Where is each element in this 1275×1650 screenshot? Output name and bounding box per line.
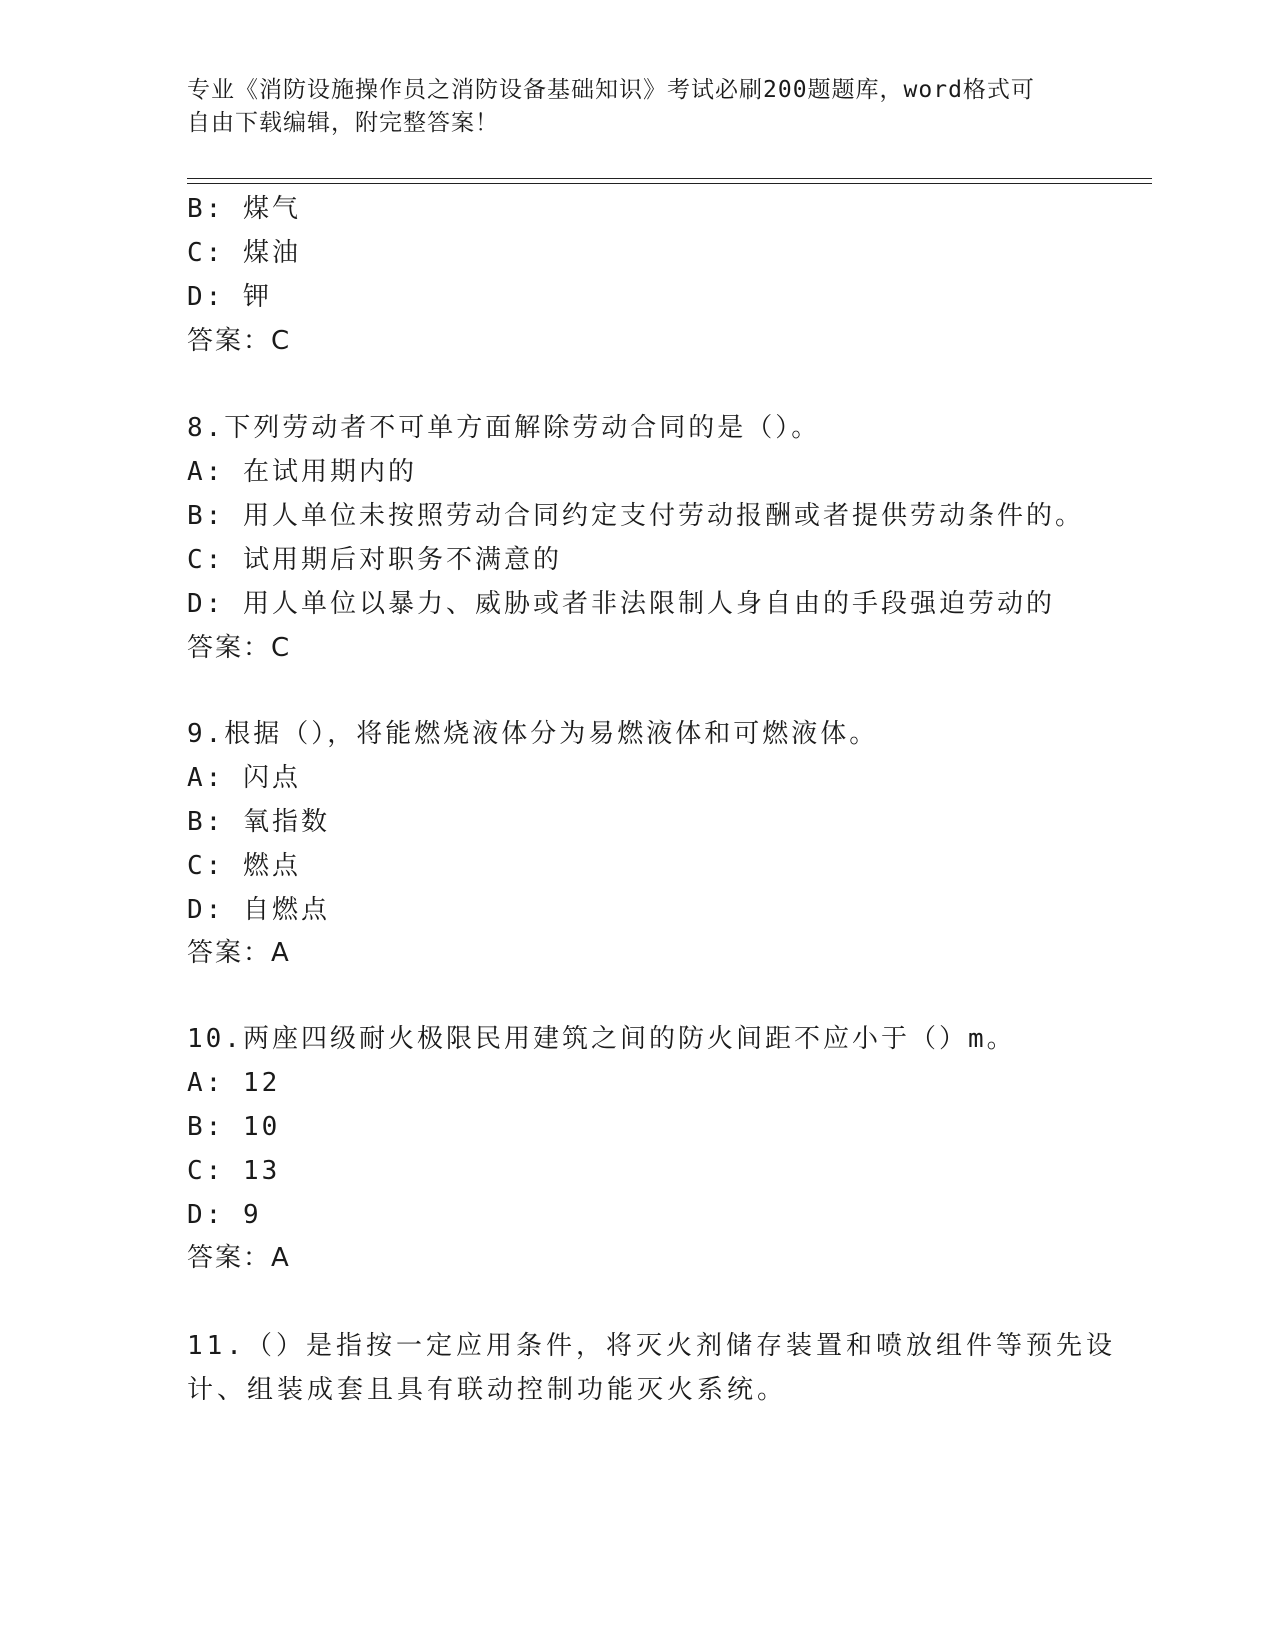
q9-option-a: A: 闪点 [187,763,301,793]
q7-option-c: C: 煤油 [187,238,301,268]
header-divider-bottom [187,183,1152,184]
q7-option-d: D: 钾 [187,282,272,312]
q10-stem: 10.两座四级耐火极限民用建筑之间的防火间距不应小于（）m。 [187,1024,1016,1054]
q10-option-c: C: 13 [187,1156,281,1186]
q8-option-a: A: 在试用期内的 [187,457,417,487]
header-title-line-2: 自由下载编辑，附完整答案！ [187,110,499,136]
header-divider-top [187,178,1152,179]
q8-stem: 8.下列劳动者不可单方面解除劳动合同的是（）。 [187,413,821,443]
q10-option-b: B: 10 [187,1112,281,1142]
q10-answer: 答案：A [187,1243,291,1273]
q10-option-d: D: 9 [187,1200,262,1230]
q8-option-d: D: 用人单位以暴力、威胁或者非法限制人身自由的手段强迫劳动的 [187,589,1055,619]
header-title-line-1: 专业《消防设施操作员之消防设备基础知识》考试必刷200题题库，word格式可 [187,77,1035,103]
q7-answer: 答案：C [187,326,292,356]
q9-stem: 9.根据（），将能燃烧液体分为易燃液体和可燃液体。 [187,719,879,749]
q9-option-d: D: 自燃点 [187,895,330,925]
q8-option-c: C: 试用期后对职务不满意的 [187,545,562,575]
q9-answer: 答案：A [187,938,291,968]
q11-stem-line-2: 计、组装成套且具有联动控制功能灭火系统。 [187,1375,788,1405]
q8-answer: 答案：C [187,633,292,663]
q11-stem-line-1: 11.（）是指按一定应用条件，将灭火剂储存装置和喷放组件等预先设 [187,1331,1116,1361]
q8-option-b: B: 用人单位未按照劳动合同约定支付劳动报酬或者提供劳动条件的。 [187,501,1084,531]
q10-option-a: A: 12 [187,1068,281,1098]
q9-option-c: C: 燃点 [187,851,301,881]
q7-option-b: B: 煤气 [187,194,301,224]
document-header [187,74,1087,140]
q9-option-b: B: 氧指数 [187,807,330,837]
